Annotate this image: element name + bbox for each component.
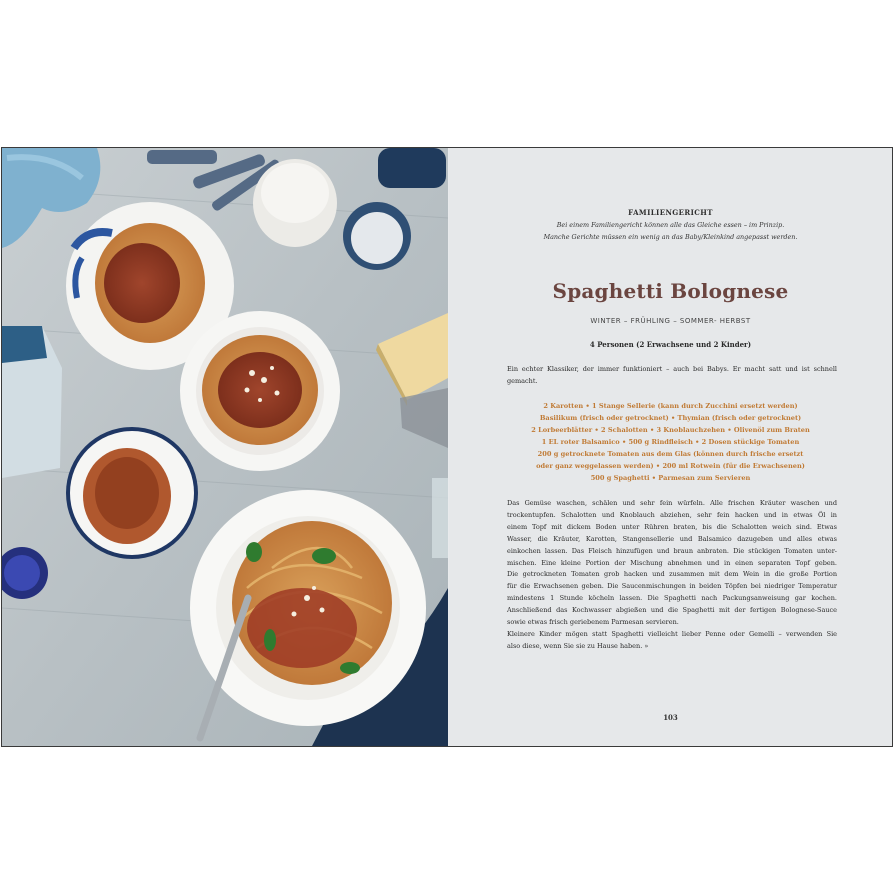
recipe-page — [449, 148, 892, 746]
method-line: also diese, wenn Sie sie zu Hause haben. » — [507, 641, 649, 650]
intro-paragraph — [507, 364, 837, 388]
method-line: Anschließend das Kochwasser abgießen und die Spaghetti mit der fertigen Bolognese-Sauce — [507, 606, 837, 615]
servings-line: 4 Personen (2 Erwachsene und 2 Kinder) — [589, 340, 752, 349]
ingredient-line: Basilikum (frisch oder getrocknet) • Thymian (frisch oder getrocknet) — [539, 414, 802, 422]
section-label: FAMILIENGERICHT — [628, 208, 713, 217]
ingredient-line: 1 EL roter Balsamico • 500 g Rindfleisch • 2 Dosen stückige Tomaten — [541, 438, 800, 446]
page-number: 103 — [663, 713, 678, 722]
food-photo — [2, 148, 448, 746]
method-paragraph — [507, 498, 837, 653]
method-line: trockentupfen. Schalotten und Knoblauch abziehen, sehr fein hacken und in etwas Öl in — [507, 510, 837, 519]
method-line: Die getrockneten Tomaten grob hacken und zusammen mit dem Wein in die große Portion — [507, 570, 837, 579]
intro-line: Bei einem Familiengericht können alle das Gleiche essen – im Prinzip. — [556, 221, 785, 229]
ingredient-line: 500 g Spaghetti • Parmesan zum Servieren — [590, 474, 751, 482]
method-line: Wasser, die Kräuter, Karotten, Stangensellerie und Balsamico dazugeben und alles etwas — [507, 534, 837, 543]
method-line: für die Erwachsenen geben. Die Saucenmischungen in beiden Töpfen bei niedriger Temperatur — [507, 582, 837, 591]
method-line: einem Topf mit dickem Boden unter Rühren braten, bis die Schalotten weich sind. Etwas — [507, 522, 837, 531]
method-line: mindestens 1 Stunde köcheln lassen. Die Spaghetti nach Packungsanweisung gar kochen. — [507, 594, 837, 603]
recipe-title: Spaghetti Bolognese — [552, 279, 789, 303]
method-line: sowie etwas frisch geriebenem Parmesan servieren. — [507, 618, 679, 627]
book-spread — [1, 147, 893, 747]
method-line: mischen. Eine kleine Portion der Mischung abnehmen und in einen separaten Topf geben. — [507, 558, 837, 567]
ingredient-line: 2 Lorbeerblätter • 2 Schalotten • 3 Knoblauchzehen • Olivenöl zum Braten — [531, 426, 810, 434]
method-line: einkochen lassen. Das Fleisch hinzufügen und braun anbraten. Die stückigen Tomaten unter- — [507, 546, 837, 555]
paragraph-line: gemacht. — [507, 376, 538, 385]
method-line: Das Gemüse waschen, schälen und sehr fein würfeln. Alle frischen Kräuter waschen und — [507, 499, 837, 507]
method-line: Kleinere Kinder mögen statt Spaghetti vielleicht lieber Penne oder Gemelli – verwenden Sie — [507, 629, 837, 638]
paragraph-line: Ein echter Klassiker, der immer funktioniert – auch bei Babys. Er macht satt und ist schnell — [507, 365, 837, 373]
ingredient-line: 2 Karotten • 1 Stange Sellerie (kann durch Zucchini ersetzt werden) — [543, 402, 798, 410]
ingredients-list — [449, 400, 892, 484]
ingredient-line: 200 g getrocknete Tomaten aus dem Glas (können durch frische ersetzt — [537, 450, 804, 458]
ingredient-line: oder ganz weggelassen werden) • 200 ml Rotwein (für die Erwachsenen) — [536, 462, 805, 470]
intro-line: Manche Gerichte müssen ein wenig an das Baby/Kleinkind angepasst werden. — [543, 233, 798, 241]
seasons-line: WINTER – FRÜHLING – SOMMER- HERBST — [590, 317, 751, 325]
